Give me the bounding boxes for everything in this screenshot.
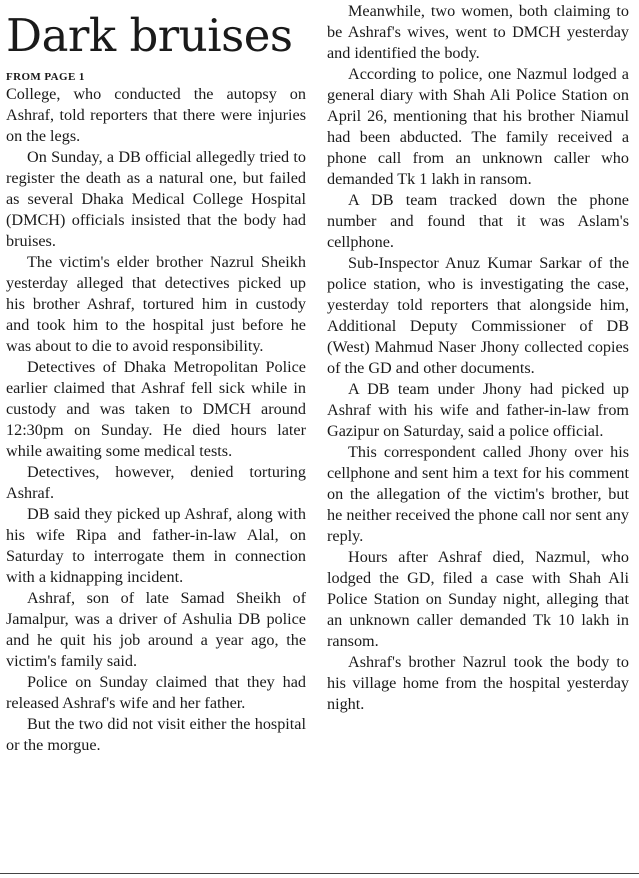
paragraph: But the two did not visit either the hospital or the morgue. (6, 715, 306, 754)
paragraph: This correspondent called Jhony over his cellphone and sent him a text for his comment on the allegation of the victim's brother, but he neither received the phone call nor sent any reply. (327, 443, 629, 545)
paragraph: DB said they picked up Ashraf, along with his wife Ripa and father-in-law Alal, on Saturday to interrogate them in connection with a kidnapping incident. (6, 505, 306, 586)
left-column (6, 70, 306, 756)
paragraph: Detectives, however, denied torturing Ashraf. (6, 463, 306, 502)
paragraph: Detectives of Dhaka Metropolitan Police earlier claimed that Ashraf fell sick while in custody and was taken to DMCH around 12:30pm on Sunday. He died hours later while awaiting some medical tests. (6, 358, 306, 460)
paragraph: A DB team tracked down the phone number and found that it was Aslam's cellphone. (327, 191, 629, 251)
paragraph: Ashraf's brother Nazrul took the body to his village home from the hospital yesterday night. (327, 653, 629, 713)
paragraph: College, who conducted the autopsy on Ashraf, told reporters that there were injuries on the legs. (6, 85, 306, 145)
paragraph: Hours after Ashraf died, Nazmul, who lodged the GD, filed a case with Shah Ali Police Station on Sunday night, alleging that an unknown caller demanded Tk 10 lakh in ransom. (327, 548, 629, 650)
paragraph: Sub-Inspector Anuz Kumar Sarkar of the police station, who is investigating the case, yesterday told reporters that alongside him, Additional Deputy Commissioner of DB (West) Mahmud Naser Jhony collected copies of the GD and other documents. (327, 254, 629, 377)
paragraph: The victim's elder brother Nazrul Sheikh yesterday alleged that detectives picked up his brother Ashraf, tortured him in custody and took him to the hospital just before he was about to die to avoid responsibility. (6, 253, 306, 355)
paragraph: A DB team under Jhony had picked up Ashraf with his wife and father-in-law from Gazipur on Saturday, said a police official. (327, 380, 629, 440)
paragraph: Police on Sunday claimed that they had released Ashraf's wife and her father. (6, 673, 306, 712)
right-column (327, 1, 629, 715)
paragraph: Meanwhile, two women, both claiming to be Ashraf's wives, went to DMCH yesterday and identified the body. (327, 2, 629, 62)
paragraph: Ashraf, son of late Samad Sheikh of Jamalpur, was a driver of Ashulia DB police and he quit his job around a year ago, the victim's family said. (6, 589, 306, 670)
bottom-rule (0, 873, 639, 874)
headline: Dark bruises (6, 9, 293, 62)
kicker: FROM PAGE 1 (6, 71, 85, 83)
paragraph: On Sunday, a DB official allegedly tried to register the death as a natural one, but failed as several Dhaka Medical College Hospital (DMCH) officials insisted that the body had bruises. (6, 148, 306, 250)
paragraph: According to police, one Nazmul lodged a general diary with Shah Ali Police Station on April 26, mentioning that his brother Niamul had been abducted. The family received a phone call from an unknown caller who demanded Tk 1 lakh in ransom. (327, 65, 629, 188)
